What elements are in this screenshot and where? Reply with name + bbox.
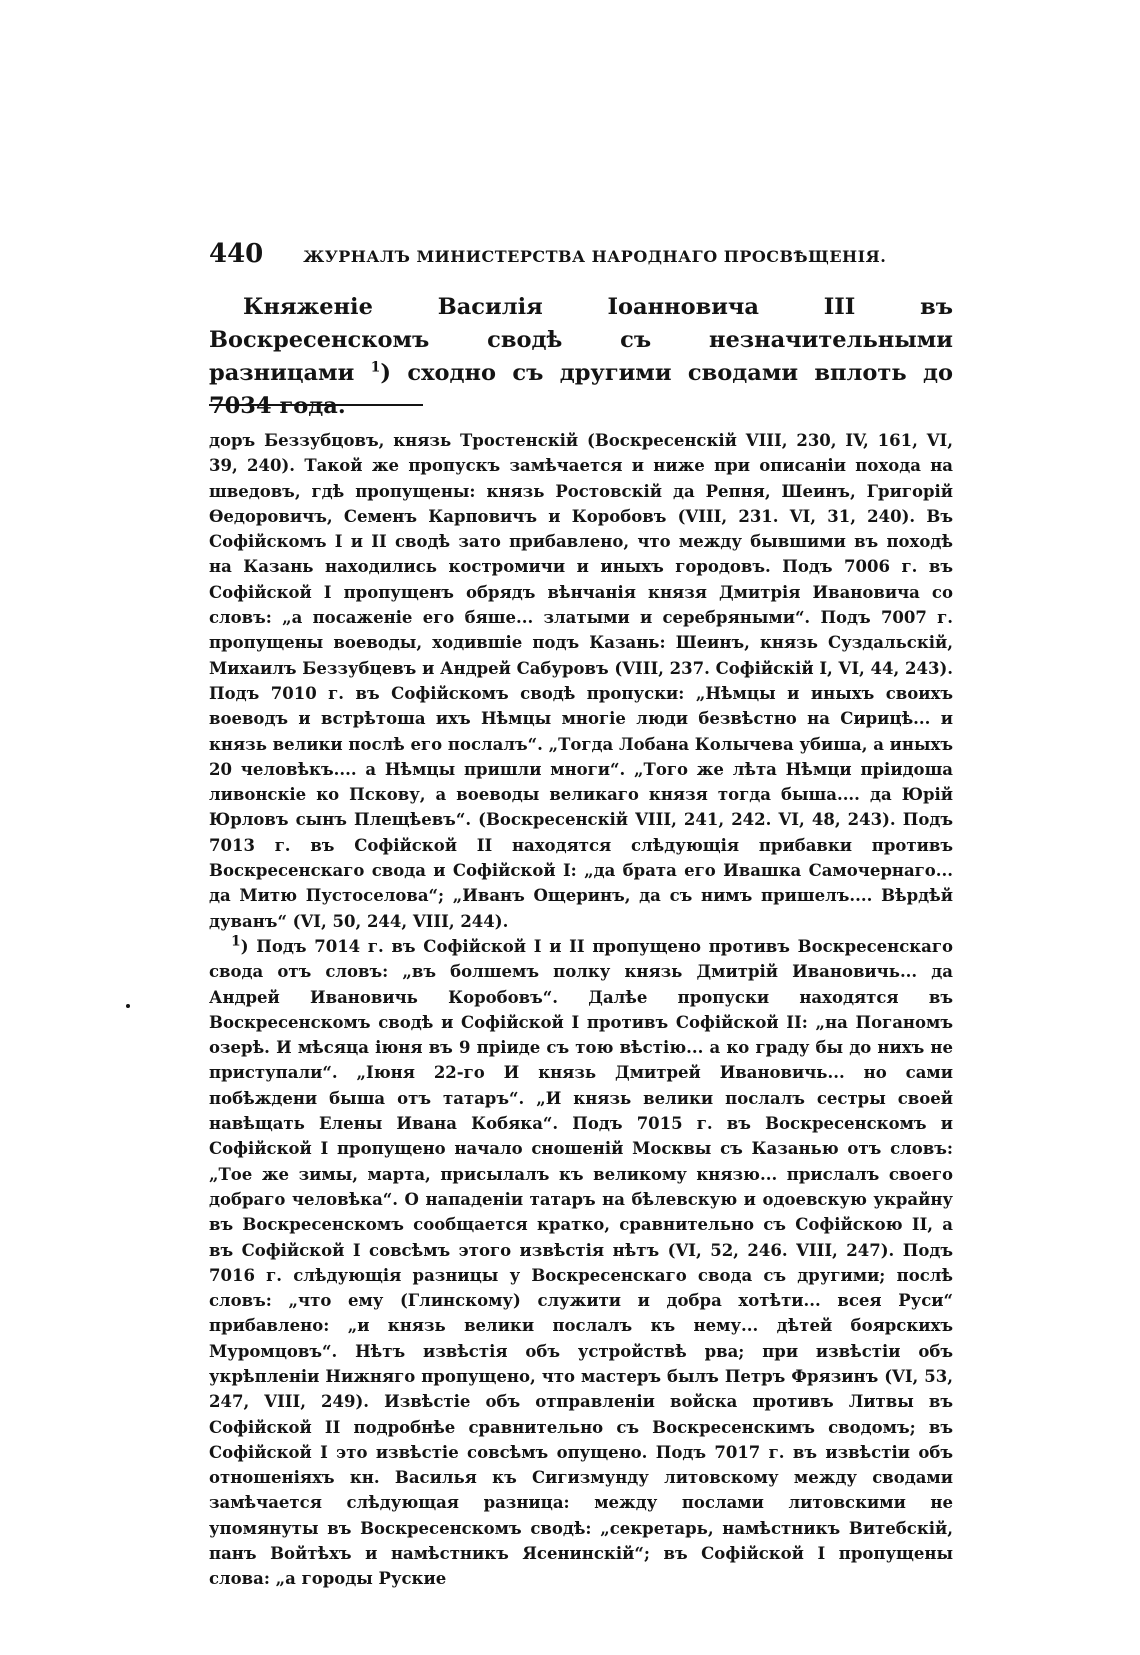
margin-speck xyxy=(126,1004,130,1008)
footnote-marker: 1 xyxy=(231,933,241,950)
footnote-separator xyxy=(209,404,423,406)
footnote-1-text: ) Подъ 7014 г. въ Софійской I и II пропущено противъ Воскресенскаго свода отъ словъ: „въ болшемъ полку князь Дмитрій Ивановичь... да Андрей Ивановичь Коробовъ“. Далѣе пропуски находятся въ Воскресенскомъ сводѣ и Софійской I противъ Софійской II: „на Поганомъ озерѣ. И мѣсяца іюня въ 9 пріиде съ тою вѣстію... а ко граду бы до нихъ не приступали“. „Іюня 22-го И князь Дмитрей Ивановичь... но сами побѣждени быша отъ татаръ“. „И князь велики послалъ сестры своей навѣщать Елены Ивана Кобяка“. Подъ 7015 г. въ Воскресенскомъ и Софійской I пропущено начало сношеній Москвы съ Казанью отъ словъ: „Тое же зимы, марта, присылалъ къ великому князю... прислалъ своего добраго человѣка“. О нападеніи татаръ на бѣлевскую и одоевскую украйну въ Воскресенскомъ сообщается кратко, сравнительно съ Софійскою II, а въ Софійской I совсѣмъ этого извѣстія нѣтъ (VI, 52, 246. VIII, 247). Подъ 7016 г. слѣдующія разницы у Воскресенскаго свода съ другими; послѣ словъ: „что ему (Глинскому) служити и добра хотѣти... всея Руси“ прибавлено: „и князь велики послалъ къ нему... дѣтей боярскихъ Муромцовъ“. Нѣтъ извѣстія объ устройствѣ рва; при извѣстіи объ укрѣпленіи Нижняго пропущено, что мастеръ былъ Петръ Фрязинъ (VI, 53, 247, VIII, 249). Извѣстіе объ отправленіи войска противъ Литвы въ Софійской II подробнѣе сравнительно съ Воскресенскимъ сводомъ; въ Софійской I это извѣстіе совсѣмъ опущено. Подъ 7017 г. въ извѣстіи объ отношеніяхъ кн. Василья къ Сигизмунду литовскому между сводами замѣчается слѣдующая разница: между послами литовскими не упомянуты въ Воскресенскомъ сводѣ: „секретарь, намѣстникъ Витебскій, панъ Войтѣхъ и намѣстникъ Ясенинскій“; въ Софійской I пропущены слова: „а городы Руские xyxy=(209,936,953,1589)
main-text-end: ) сходно съ другими сводами вплоть до 7034 года. xyxy=(209,360,953,419)
footnote-1 xyxy=(209,934,953,1592)
footnote-continuation: доръ Беззубцовъ, князь Тростенскій (Воскресенскій VIII, 230, IV, 161, VI, 39, 240). Такой же пропускъ замѣчается и ниже при описаніи похода на шведовъ, гдѣ пропущены: князь Ростовскій да Репня, Шеинъ, Григорій Ѳедоровичъ, Семенъ Карповичъ и Коробовъ (VIII, 231. VI, 31, 240). Въ Софійскомъ I и II сводѣ зато прибавлено, что между бывшими въ походѣ на Казань находились костромичи и иныхъ городовъ. Подъ 7006 г. въ Софійской I пропущенъ обрядъ вѣнчанія князя Дмитрія Ивановича со словъ: „а посаженіе его бяше... златыми и серебряными“. Подъ 7007 г. пропущены воеводы, ходившіе подъ Казань: Шеинъ, князь Суздальскій, Михаилъ Беззубцевъ и Андрей Сабуровъ (VIII, 237. Софійскій I, VI, 44, 243). Подъ 7010 г. въ Софійскомъ сводѣ пропуски: „Нѣмцы и иныхъ своихъ воеводъ и встрѣтоша ихъ Нѣмцы многіе люди безвѣстно на Сирицѣ... и князь велики послѣ его послалъ“. „Тогда Лобана Колычева убиша, а иныхъ 20 человѣкъ.... а Нѣмцы пришли многи“. „Того же лѣта Нѣмци пріидоша ливонскіе ко Пскову, а воеводы великаго князя тогда быша.... да Юрій Юрловъ сынъ Плещѣевъ“. (Воскресенскій VIII, 241, 242. VI, 48, 243). Подъ 7013 г. въ Софійской II находятся слѣдующія прибавки противъ Воскресенскаго свода и Софійской I: „да брата его Ивашка Самочернаго... да Митю Пустоселова“; „Иванъ Ощеринъ, да съ нимъ пришелъ.... Вѣрдѣй дуванъ“ (VI, 50, 244, VIII, 244). xyxy=(209,431,953,931)
footnotes xyxy=(209,428,953,1592)
main-text-start: Княженіе Василія Іоанновича III въ Воскресенскомъ сводѣ съ незначительными разницами xyxy=(209,294,953,386)
footnote-reference[interactable]: 1 xyxy=(370,359,381,376)
page-number: 440 xyxy=(209,239,264,269)
page-header xyxy=(209,239,949,269)
running-title: ЖУРНАЛЪ МИНИСТЕРСТВА НАРОДНАГО ПРОСВѢЩЕНІЯ. xyxy=(303,247,887,266)
